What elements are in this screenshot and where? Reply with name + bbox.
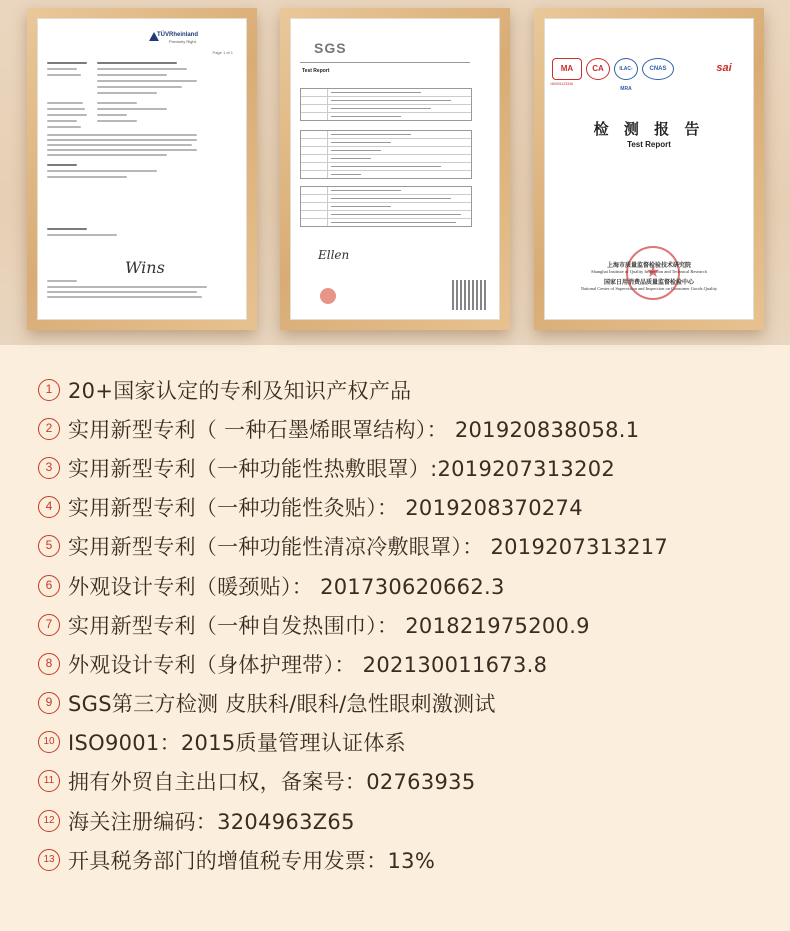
document-text-line [47, 102, 83, 104]
document-text-line [47, 108, 85, 110]
sgs-divider [300, 62, 470, 63]
sgs-client-table [300, 88, 472, 121]
document-text-line [47, 139, 197, 141]
document-text-line [97, 120, 137, 122]
sai-logo-icon: sai [716, 62, 732, 74]
patent-certification-list [38, 370, 668, 879]
list-item [38, 801, 668, 840]
document-text-line [47, 134, 197, 136]
document-text-line [47, 74, 81, 76]
document-text-line [47, 176, 127, 178]
list-item-text: 实用新型专利（一种功能性热敷眼罩）:2019207313202 [68, 456, 616, 481]
list-item [38, 723, 668, 762]
list-item-text: 20+国家认定的专利及知识产权产品 [68, 378, 412, 403]
document-text-line [47, 154, 167, 156]
list-item [38, 644, 668, 683]
list-item-text: 实用新型专利（一种功能性灸贴）： 2019208370274 [68, 496, 583, 521]
circled-number-badge: 9 [38, 692, 60, 714]
list-item-text: 开具税务部门的增值税专用发票：13% [68, 848, 436, 873]
list-item-text: 实用新型专利（ 一种石墨烯眼罩结构）： 201920838058.1 [68, 417, 640, 442]
list-item [38, 684, 668, 723]
document-text-line [97, 108, 167, 110]
document-text-line [97, 92, 157, 94]
document-text-line [47, 144, 192, 146]
document-text-line [97, 114, 127, 116]
list-item-text: 海关注册编码：3204963Z65 [68, 809, 355, 834]
cma-number: 180001123346 [550, 82, 574, 86]
document-text-line [97, 102, 137, 104]
circled-number-badge: 2 [38, 418, 60, 440]
list-item-text: 拥有外贸自主出口权，备案号：02763935 [68, 770, 476, 795]
circled-number-badge: 4 [38, 496, 60, 518]
certificate-frame-cma [534, 8, 764, 330]
document-text-line [47, 291, 197, 293]
document-text-line [47, 62, 87, 64]
circled-number-badge: 12 [38, 810, 60, 832]
certificate-banner [0, 0, 790, 345]
list-item-text: 外观设计专利（暖颈贴）： 201730620662.3 [68, 574, 505, 599]
list-item-text: ISO9001：2015质量管理认证体系 [68, 731, 406, 756]
tuv-tagline: Precisely Right. [169, 39, 197, 44]
tuv-page-number: Page 1 of 1 [212, 50, 233, 55]
list-item [38, 840, 668, 879]
document-text-line [97, 80, 197, 82]
document-text-line [47, 114, 87, 116]
cma-report-document [544, 18, 754, 320]
circled-number-badge: 6 [38, 575, 60, 597]
tuv-signature: Wins [125, 258, 165, 277]
document-text-line [47, 120, 77, 122]
list-item [38, 566, 668, 605]
accreditation-logos [550, 58, 740, 92]
document-text-line [47, 228, 87, 230]
list-item-text: SGS第三方检测 皮肤科/眼科/急性眼刺激测试 [68, 692, 496, 717]
document-text-line [97, 86, 182, 88]
cma-report-title: 检 测 报 告 [593, 120, 705, 138]
certificate-frame-tuv [27, 8, 257, 330]
tuv-brand: TÜVRheinland [157, 32, 199, 38]
center-name-cn: 国家日用消费品质量监督检验中心 [603, 280, 694, 286]
list-item-text: 实用新型专利（一种自发热围巾）： 201821975200.9 [68, 613, 590, 638]
document-text-line [97, 62, 177, 64]
document-text-line [47, 164, 77, 166]
list-item [38, 527, 668, 566]
document-text-line [47, 170, 157, 172]
circled-number-badge: 7 [38, 614, 60, 636]
sgs-signature: Ellen [318, 248, 350, 262]
sgs-seal-icon [320, 288, 336, 304]
cma-logo-icon: MA [552, 58, 582, 80]
circled-number-badge: 3 [38, 457, 60, 479]
document-text-line [47, 126, 81, 128]
list-item [38, 370, 668, 409]
cnas-logo-icon: CNAS [642, 58, 674, 80]
cal-logo-icon: CA [586, 58, 610, 80]
list-item [38, 488, 668, 527]
circled-number-badge: 1 [38, 379, 60, 401]
document-text-line [47, 68, 77, 70]
sgs-report-document [290, 18, 500, 320]
list-item [38, 762, 668, 801]
institute-name-en: Shanghai Institute of Quality Inspection and Technical Research [591, 269, 707, 274]
document-text-line [47, 286, 207, 288]
list-item [38, 605, 668, 644]
circled-number-badge: 10 [38, 731, 60, 753]
sgs-barcode-icon [452, 280, 486, 310]
document-text-line [97, 74, 167, 76]
list-item-text: 外观设计专利（身体护理带）： 202130011673.8 [68, 652, 548, 677]
document-text-line [47, 149, 197, 151]
list-item [38, 448, 668, 487]
circled-number-badge: 13 [38, 849, 60, 871]
ilac-logo-icon: ILAC-MRA [614, 58, 638, 80]
circled-number-badge: 11 [38, 770, 60, 792]
list-item-text: 实用新型专利（一种功能性清凉冷敷眼罩）： 2019207313217 [68, 535, 669, 560]
cma-report-title-en: Test Report [627, 140, 671, 149]
sgs-sample-table [300, 130, 472, 179]
document-text-line [97, 68, 187, 70]
circled-number-badge: 5 [38, 535, 60, 557]
document-text-line [47, 280, 77, 282]
sgs-report-title: Test Report [302, 68, 330, 74]
document-text-line [47, 296, 202, 298]
document-text-line [47, 234, 117, 236]
list-item [38, 409, 668, 448]
certificate-frame-sgs [280, 8, 510, 330]
circled-number-badge: 8 [38, 653, 60, 675]
sgs-test-table [300, 186, 472, 227]
center-name-en: National Center of Supervision and Inspection on Consumer Goods Quality [580, 286, 718, 291]
tuv-report-document [37, 18, 247, 320]
sgs-logo: SGS [314, 40, 347, 56]
institute-name-cn: 上海市质量监督检验技术研究院 [606, 263, 691, 269]
